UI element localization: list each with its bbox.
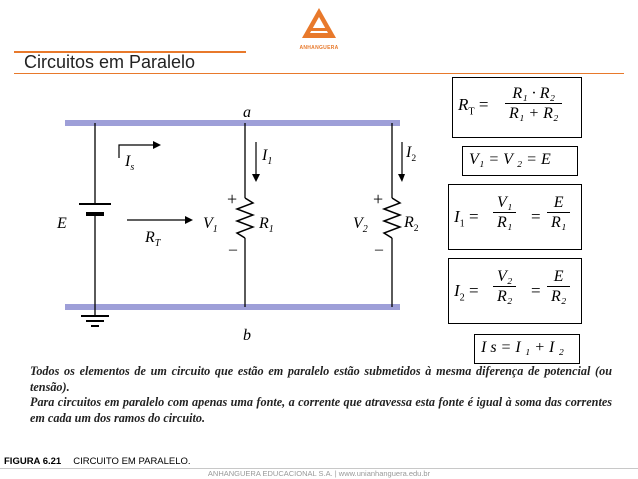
node-a-label: a bbox=[243, 104, 251, 121]
i1-den2: R₁ bbox=[551, 214, 567, 232]
formula-is bbox=[474, 334, 580, 364]
top-rail bbox=[65, 120, 400, 126]
v1-sub: 1 bbox=[212, 224, 218, 235]
bottom-rail bbox=[65, 304, 400, 310]
i1-lhs-sub: 1 bbox=[459, 218, 465, 230]
i1-eq1: = bbox=[469, 207, 479, 226]
source-label: E bbox=[57, 215, 67, 232]
i1-eq2: = bbox=[531, 207, 541, 226]
footer-text: ANHANGUERA EDUCACIONAL S.A. | www.unianhanguera.edu.br bbox=[207, 469, 431, 478]
i2-den1: R₂ bbox=[497, 288, 513, 306]
v-equation: V₁ = V ₂ = E bbox=[469, 151, 551, 168]
i2-lhs: I bbox=[454, 281, 460, 300]
i1-label: I bbox=[262, 147, 268, 164]
slide-title: Circuitos em Paralelo bbox=[24, 52, 196, 72]
is-sub: s bbox=[130, 162, 135, 173]
formula-rt bbox=[452, 77, 582, 138]
r2-label: R bbox=[404, 214, 414, 231]
ground-icon bbox=[81, 316, 109, 326]
i2-num2: E bbox=[547, 267, 570, 287]
i1-num2: E bbox=[547, 193, 570, 213]
v1-minus: – bbox=[229, 241, 237, 258]
r1-label: R bbox=[259, 215, 269, 232]
i1-fraction-2 bbox=[547, 193, 570, 232]
i2-label: I bbox=[406, 144, 412, 161]
figure-caption bbox=[4, 456, 191, 467]
svg-text:Is bbox=[124, 153, 134, 173]
rt-fraction bbox=[505, 84, 562, 123]
resistor-1-icon bbox=[237, 198, 253, 238]
svg-text:V1 bbox=[203, 215, 218, 235]
parallel-circuit-diagram bbox=[55, 100, 405, 345]
figure-text: CIRCUITO EM PARALELO. bbox=[73, 456, 191, 467]
rt-eq: = bbox=[478, 95, 489, 114]
r2-label-group bbox=[404, 214, 419, 234]
rt-lhs: R bbox=[458, 95, 469, 114]
v1-plus: + bbox=[227, 189, 238, 209]
i1-lhs: I bbox=[454, 207, 460, 226]
svg-text:RT bbox=[144, 229, 162, 249]
r2-sub: 2 bbox=[413, 223, 419, 235]
i2-fraction-2 bbox=[547, 267, 570, 306]
brand-name: ANHANGUERA bbox=[299, 45, 339, 51]
rt-numerator: R₁ · R₂ bbox=[505, 84, 562, 104]
v2-plus: + bbox=[373, 189, 384, 209]
v1-label: V bbox=[203, 215, 213, 232]
i2-sub: 2 bbox=[411, 153, 417, 165]
v2-label: V bbox=[353, 215, 363, 232]
i1-num1: V₁ bbox=[493, 193, 516, 213]
node-b-label: b bbox=[243, 327, 251, 344]
i2-fraction-1 bbox=[493, 267, 516, 306]
rt-lhs-sub: T bbox=[468, 106, 475, 118]
body-paragraph-1: Todos os elementos de um circuito que estão em paralelo estão submetidos à mesma diferença de potencial (ou tensão). bbox=[30, 364, 612, 394]
resistor-2-icon bbox=[384, 198, 400, 238]
triangle-logo-icon bbox=[292, 6, 346, 40]
brand-logo bbox=[292, 6, 346, 50]
i2-lhs-sub: 2 bbox=[459, 292, 465, 304]
title-divider bbox=[14, 73, 624, 74]
body-paragraph-2: Para circuitos em paralelo com apenas uma fonte, a corrente que atravessa esta fonte é igual à soma das correntes em cada um dos ramos do circuito. bbox=[30, 395, 612, 425]
v2-sub: 2 bbox=[362, 224, 368, 235]
i1-den1: R₁ bbox=[497, 214, 513, 232]
rt-sub: T bbox=[154, 238, 161, 249]
is-label: I bbox=[125, 153, 131, 170]
svg-text:R1 bbox=[258, 215, 274, 235]
is-equation: I s = I ₁ + I ₂ bbox=[481, 339, 564, 356]
i1-sub: 1 bbox=[267, 156, 273, 167]
body-text bbox=[30, 364, 612, 426]
svg-text:I1 bbox=[261, 147, 272, 167]
v2-minus: – bbox=[375, 241, 383, 258]
formula-v bbox=[462, 146, 578, 176]
formula-i1 bbox=[448, 184, 582, 250]
rt-label: R bbox=[145, 229, 155, 246]
i1-fraction-1 bbox=[493, 193, 516, 232]
i2-num1: V₂ bbox=[493, 267, 516, 287]
i2-eq1: = bbox=[469, 281, 479, 300]
i2-label-group bbox=[406, 144, 416, 164]
svg-text:V2 bbox=[353, 215, 368, 235]
rt-denominator: R₁ + R₂ bbox=[509, 105, 559, 123]
figure-label: FIGURA 6.21 bbox=[4, 456, 62, 467]
formula-i2 bbox=[448, 258, 582, 324]
i2-den2: R₂ bbox=[551, 288, 567, 306]
r1-sub: 1 bbox=[268, 224, 274, 235]
i2-eq2: = bbox=[531, 281, 541, 300]
